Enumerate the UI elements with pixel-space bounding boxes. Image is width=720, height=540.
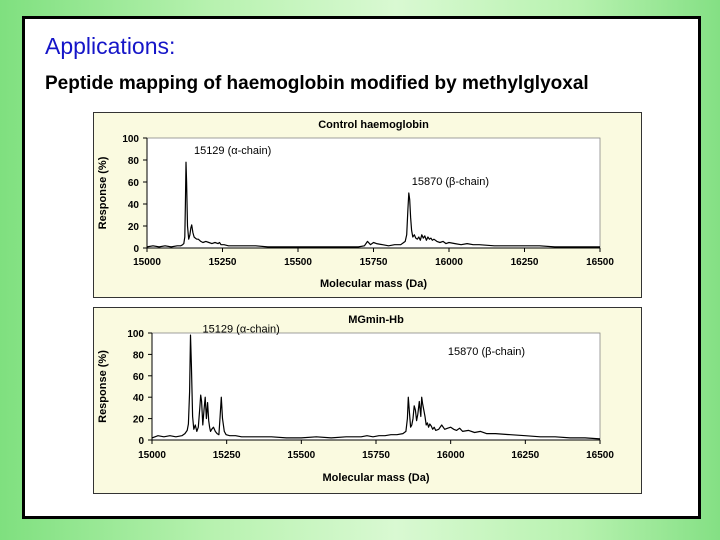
x-tick-label: 15000: [138, 450, 166, 461]
chart-title: MGmin-Hb: [348, 314, 404, 326]
slide-subtitle: Peptide mapping of haemoglobin modified by methylglyoxal: [45, 73, 589, 94]
chart-control-haemoglobin: [94, 113, 643, 299]
x-axis-label: Molecular mass (Da): [320, 278, 427, 290]
y-tick-label: 60: [127, 178, 139, 189]
y-tick-label: 100: [127, 329, 144, 340]
slide-frame: [22, 16, 701, 519]
x-tick-label: 15250: [212, 450, 241, 461]
peak-annotation: 15129 (α-chain): [202, 323, 280, 336]
x-tick-label: 15500: [287, 450, 316, 461]
y-tick-label: 20: [132, 414, 144, 426]
x-tick-label: 16500: [586, 257, 614, 268]
y-tick-label: 80: [127, 156, 139, 167]
x-tick-label: 15750: [362, 450, 390, 461]
x-axis-label: Molecular mass (Da): [322, 472, 430, 484]
x-tick-label: 15500: [284, 257, 312, 268]
y-tick-label: 20: [127, 222, 139, 233]
x-tick-label: 16500: [586, 450, 614, 461]
chart-panel-control: [93, 112, 642, 298]
x-tick-label: 15750: [359, 257, 388, 268]
peak-annotation: 15870 (β-chain): [411, 176, 490, 188]
y-tick-label: 40: [127, 200, 139, 211]
x-tick-label: 16000: [435, 257, 463, 268]
x-tick-label: 16250: [511, 450, 540, 461]
y-tick-label: 0: [133, 244, 139, 255]
x-tick-label: 16000: [436, 450, 465, 461]
chart-mgmin-hb: [94, 308, 643, 495]
slide-title: Applications:: [45, 33, 176, 59]
y-axis-label: Response (%): [97, 350, 109, 423]
y-tick-label: 40: [132, 393, 144, 405]
y-tick-label: 80: [132, 350, 144, 362]
chart-title: Control haemoglobin: [318, 119, 429, 131]
chart-panel-mgmin: [93, 307, 642, 494]
x-tick-label: 15250: [208, 257, 237, 268]
x-tick-label: 15000: [133, 257, 161, 268]
peak-annotation: 15870 (β-chain): [447, 345, 526, 358]
y-tick-label: 0: [138, 436, 144, 447]
x-tick-label: 16250: [510, 257, 539, 268]
y-tick-label: 100: [122, 134, 139, 145]
y-tick-label: 60: [132, 371, 144, 383]
peak-annotation: 15129 (α-chain): [193, 145, 272, 158]
y-axis-label: Response (%): [97, 156, 109, 230]
